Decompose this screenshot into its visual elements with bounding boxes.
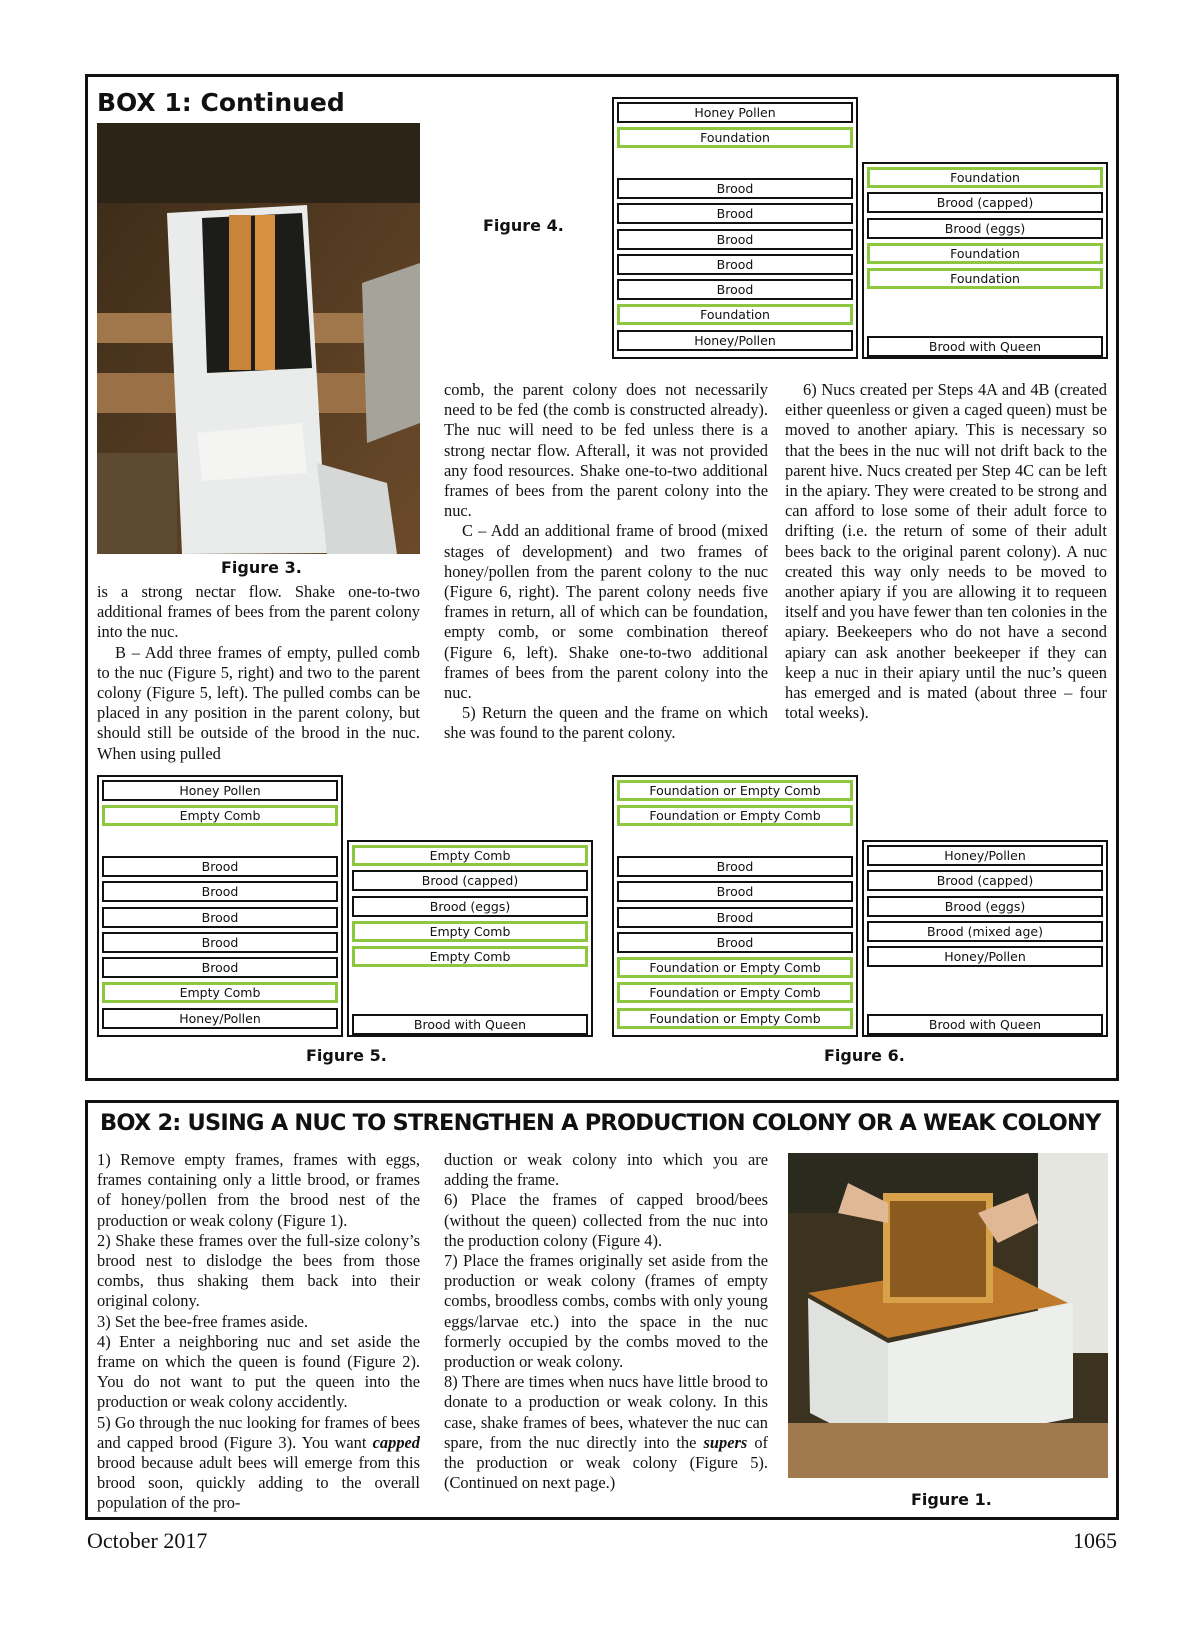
hive-frame: Brood (eggs) bbox=[867, 218, 1103, 239]
paragraph: B – Add three frames of empty, pulled comb to the nuc (Figure 5, right) and two to the parent colony (Figure 5, left). The pulled combs can be placed in any position in the parent colony, but should still be outside of the brood in the nuc. When using pulled bbox=[97, 642, 420, 763]
hive-frame: Empty Comb bbox=[352, 845, 588, 866]
paragraph: duction or weak colony into which you are adding the frame. bbox=[444, 1150, 768, 1190]
paragraph: 7) Place the frames originally set aside from the production or weak colony (frames of empty combs, broodless combs, combs with only young eggs/larvae etc.) into the space in the nuc formerly occupied by the combs moved to the production or weak colony. bbox=[444, 1251, 768, 1372]
paragraph: 3) Set the bee-free frames aside. bbox=[97, 1311, 309, 1331]
hive-frame: Brood (mixed age) bbox=[867, 921, 1103, 942]
page-number: 1065 bbox=[1073, 1528, 1117, 1553]
paragraph: C – Add an additional frame of brood (mixed stages of development) and two frames of honey/pollen from the parent colony to the nuc (Figure 6, right). The parent colony needs five frames in return, all of which can be foundation, empty comb, or some combination thereof (Figure 6, left). Shake one-to-two additional frames of bees from the parent colony into the nuc. bbox=[444, 521, 768, 703]
figure-1-caption: Figure 1. bbox=[911, 1490, 992, 1509]
hive-frame: Foundation or Empty Comb bbox=[617, 982, 853, 1003]
hive-frame: Brood (capped) bbox=[352, 870, 588, 891]
box-1-column-1 bbox=[97, 582, 420, 764]
hive-frame: Brood bbox=[617, 856, 853, 877]
hive-frame: Brood (capped) bbox=[867, 870, 1103, 891]
figure-5-caption: Figure 5. bbox=[306, 1046, 387, 1065]
figure-4-nuc-hive bbox=[862, 162, 1108, 359]
hive-frame: Brood bbox=[617, 229, 853, 250]
text: brood because adult bees will emerge from this brood soon, quickly adding to the overall population of the pro- bbox=[97, 1453, 420, 1513]
frame-brood-with-queen: Brood with Queen bbox=[867, 1014, 1103, 1035]
hive-frame: Brood bbox=[102, 856, 338, 877]
hive-frame: Honey Pollen bbox=[617, 102, 853, 123]
hive-frame: Empty Comb bbox=[102, 982, 338, 1003]
hive-frame: Brood bbox=[102, 932, 338, 953]
paragraph bbox=[97, 1413, 420, 1514]
hive-frame: Honey/Pollen bbox=[617, 330, 853, 351]
hive-frame: Foundation bbox=[617, 127, 853, 148]
figure-6-parent-hive bbox=[612, 775, 858, 1037]
figure-1-photo bbox=[788, 1153, 1108, 1478]
text: of the production or weak colony (Figure 5). (Continued on next page.) bbox=[444, 1432, 768, 1493]
hive-frame: Brood (capped) bbox=[867, 192, 1103, 213]
figure-5-parent-hive bbox=[97, 775, 343, 1037]
hive-frame: Brood bbox=[102, 957, 338, 978]
frame-brood-with-queen: Brood with Queen bbox=[867, 336, 1103, 357]
hive-frame: Brood bbox=[617, 279, 853, 300]
frame-brood-with-queen: Brood with Queen bbox=[352, 1014, 588, 1035]
emphasis-supers: supers bbox=[703, 1432, 748, 1452]
hive-frame: Foundation bbox=[867, 167, 1103, 188]
paragraph: is a strong nectar flow. Shake one-to-two additional frames of bees from the parent colony into the nuc. bbox=[97, 582, 420, 642]
hive-frame: Honey/Pollen bbox=[102, 1008, 338, 1029]
hive-frame: Brood bbox=[617, 907, 853, 928]
box-2-column-1 bbox=[97, 1150, 420, 1514]
box-2-title: BOX 2: USING A NUC TO STRENGTHEN A PRODUCTION COLONY OR A WEAK COLONY bbox=[100, 1110, 1101, 1136]
hive-frame: Brood bbox=[102, 881, 338, 902]
figure-3-caption: Figure 3. bbox=[221, 558, 302, 577]
hive-frame: Foundation bbox=[617, 304, 853, 325]
hive-frame: Brood (eggs) bbox=[867, 896, 1103, 917]
box-1-column-3 bbox=[785, 380, 1107, 723]
hive-frame: Brood bbox=[617, 932, 853, 953]
hive-frame: Empty Comb bbox=[102, 805, 338, 826]
hive-frame: Brood bbox=[617, 178, 853, 199]
hive-frame: Empty Comb bbox=[352, 946, 588, 967]
figure-4-parent-hive bbox=[612, 97, 858, 359]
box-2-column-2 bbox=[444, 1150, 768, 1493]
paragraph: 2) Shake these frames over the full-size colony’s brood nest to dislodge the bees from those combs, thus shaking them back into their original colony. bbox=[97, 1230, 420, 1311]
figure-4-caption: Figure 4. bbox=[483, 216, 564, 235]
paragraph: comb, the parent colony does not necessarily need to be fed (the comb is constructed already). The nuc will need to be fed unless there is a strong nectar flow. Afterall, it was not provided any food resources. Shake one-to-two additional frames of bees from the parent colony into the nuc. bbox=[444, 380, 768, 521]
paragraph: 4) Enter a neighboring nuc and set aside the frame on which the queen is found (Figure 2). You do not want to put the queen into the production or weak colony accidently. bbox=[97, 1331, 420, 1412]
hive-frame: Foundation or Empty Comb bbox=[617, 1008, 853, 1029]
hive-frame: Foundation or Empty Comb bbox=[617, 957, 853, 978]
emphasis-capped: capped bbox=[372, 1432, 420, 1452]
figure-6-nuc-hive bbox=[862, 840, 1108, 1037]
box-1-column-2 bbox=[444, 380, 768, 744]
hive-frame: Brood bbox=[617, 254, 853, 275]
hive-frame: Brood (eggs) bbox=[352, 896, 588, 917]
hive-frame: Foundation or Empty Comb bbox=[617, 805, 853, 826]
hive-frame: Empty Comb bbox=[352, 921, 588, 942]
hive-frame: Brood bbox=[617, 203, 853, 224]
footer-date: October 2017 bbox=[87, 1528, 208, 1553]
hive-frame: Brood bbox=[102, 907, 338, 928]
box-1-title: BOX 1: Continued bbox=[97, 88, 345, 117]
hive-frame: Brood bbox=[617, 881, 853, 902]
hive-frame: Honey Pollen bbox=[102, 780, 338, 801]
paragraph: 6) Place the frames of capped brood/bees (without the queen) collected from the nuc into the production colony (Figure 4). bbox=[444, 1190, 768, 1250]
hive-frame: Foundation or Empty Comb bbox=[617, 780, 853, 801]
hive-frame: Honey/Pollen bbox=[867, 946, 1103, 967]
hive-frame: Foundation bbox=[867, 268, 1103, 289]
hive-frame: Foundation bbox=[867, 243, 1103, 264]
paragraph bbox=[444, 1372, 768, 1493]
hive-frame: Honey/Pollen bbox=[867, 845, 1103, 866]
figure-3-photo bbox=[97, 123, 420, 554]
text: 5) Go through the nuc looking for frames of bees and capped brood (Figure 3). You want bbox=[97, 1412, 420, 1452]
paragraph: 5) Return the queen and the frame on which she was found to the parent colony. bbox=[444, 703, 768, 743]
figure-5-nuc-hive bbox=[347, 840, 593, 1037]
figure-6-caption: Figure 6. bbox=[824, 1046, 905, 1065]
paragraph: 1) Remove empty frames, frames with eggs, frames containing only a little brood, or frames of honey/pollen from the brood nest of the production or weak colony (Figure 1). bbox=[97, 1150, 420, 1230]
text: 8) There are times when nucs have little brood to donate to a production or weak colony. In this case, shake frames of bees, whatever the nuc can spare, from the nuc directly into the bbox=[444, 1372, 768, 1452]
paragraph: 6) Nucs created per Steps 4A and 4B (created either queenless or given a caged queen) must be moved to another apiary. This is necessary so that the bees in the nuc will not drift back to the parent hive. Nucs created per Step 4C can be left in the apiary. They were created to be strong and can afford to lose some of their adult force to drifting (i.e. the return of some of their adult bees back to the original parent colony). A nuc created this way only needs to be moved to another apiary if you are allowing it to requeen itself and you have fewer than ten colonies in the apiary. Beekeepers who do not have a second apiary can ask another beekeeper if they can keep a nuc in their apiary until the nuc’s queen has emerged and is mated (about three – four total weeks). bbox=[785, 380, 1107, 723]
